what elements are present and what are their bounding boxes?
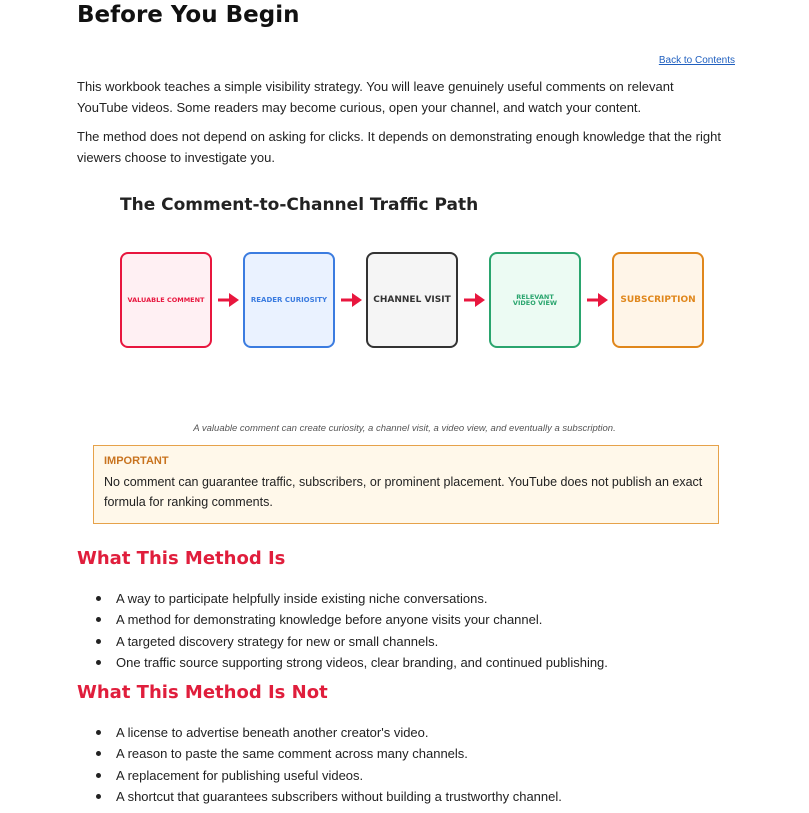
page-title: Before You Begin: [77, 2, 300, 28]
list-item: A license to advertise beneath another creator's video.: [77, 722, 562, 743]
arrow-right-icon: [464, 290, 486, 310]
bullet-icon: [96, 596, 101, 601]
method-is-not-list: [77, 722, 562, 807]
callout-text: No comment can guarantee traffic, subscribers, or prominent placement. YouTube does not publish an exact formula for ranking comments.: [104, 475, 703, 509]
traffic-path-diagram: [110, 190, 720, 405]
arrow-right-icon: [218, 290, 240, 310]
list-item: A targeted discovery strategy for new or small channels.: [77, 631, 608, 652]
list-item: A replacement for publishing useful videos.: [77, 765, 562, 786]
back-to-contents-link[interactable]: Back to Contents: [658, 55, 735, 66]
stage-label: RELEVANT VIDEO VIEW: [512, 292, 558, 307]
bullet-icon: [96, 617, 101, 622]
bullet-icon: [96, 794, 101, 799]
intro-paragraph-2: The method does not depend on asking for clicks. It depends on demonstrating enough knowledge that the right viewers choose to investigate you.: [77, 129, 721, 165]
bullet-icon: [96, 639, 101, 644]
bullet-icon: [96, 730, 101, 735]
stage-box-2: [243, 252, 335, 348]
intro-paragraph-1: This workbook teaches a simple visibility strategy. You will leave genuinely useful comments on relevant YouTube videos. Some readers may become curious, open your channel, and watch your content.: [77, 79, 674, 115]
section-heading-method-is-not: What This Method Is Not: [77, 682, 328, 703]
list-item: One traffic source supporting strong videos, clear branding, and continued publishing.: [77, 652, 608, 673]
diagram-title: The Comment-to-Channel Traffic Path: [120, 195, 479, 215]
diagram-caption: A valuable comment can create curiosity, a channel visit, a video view, and eventually a subscription.: [193, 423, 616, 434]
list-item: A way to participate helpfully inside existing niche conversations.: [77, 588, 608, 609]
stage-box-4: [489, 252, 581, 348]
bullet-icon: [96, 751, 101, 756]
stage-box-1: [120, 252, 212, 348]
list-item: A reason to paste the same comment across many channels.: [77, 743, 562, 764]
stage-label: READER CURIOSITY: [250, 295, 328, 304]
stage-label: CHANNEL VISIT: [373, 294, 451, 305]
method-is-list: [77, 588, 608, 673]
list-item: A method for demonstrating knowledge before anyone visits your channel.: [77, 609, 608, 630]
list-item: A shortcut that guarantees subscribers without building a trustworthy channel.: [77, 786, 562, 807]
arrow-right-icon: [341, 290, 363, 310]
important-callout: [93, 445, 719, 524]
callout-label: IMPORTANT: [104, 455, 169, 467]
stage-box-3: [366, 252, 458, 348]
bullet-icon: [96, 773, 101, 778]
stage-label: SUBSCRIPTION: [620, 294, 696, 305]
section-heading-method-is: What This Method Is: [77, 548, 286, 569]
stage-box-5: [612, 252, 704, 348]
bullet-icon: [96, 660, 101, 665]
stage-label: VALUABLE COMMENT: [127, 295, 205, 304]
arrow-right-icon: [587, 290, 609, 310]
